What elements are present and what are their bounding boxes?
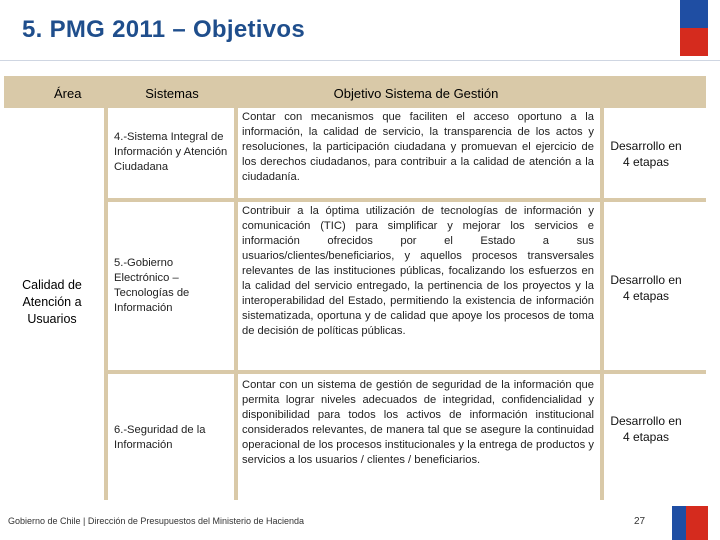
flag-footer-decoration — [672, 506, 708, 540]
table-row-objetivo: Contribuir a la óptima utilización de tecnologías de información y comunicación (TIC) para simplificar y mejorar los servicios e información ofrecidos por el Estado a sus usuarios/clientes/beneficiarios, y aquellos procesos transversales relevantes de las instituciones públicas, focalizando los esfuerzos en la calidad del servicio entregado, la pertinencia de los proyectos y la interoperabilidad del Estado, permitiendo la existencia de información sistematizada, oportuna y de calidad que apoye los procesos de toma de decisión de políticas públicas. — [242, 205, 594, 337]
flag-decoration — [680, 0, 708, 56]
table-row-resultado: Desarrollo en 4 etapas — [610, 139, 682, 169]
page-title: 5. PMG 2011 – Objetivos — [22, 16, 306, 43]
table-row-resultado: Desarrollo en 4 etapas — [610, 414, 682, 444]
page-number: 27 — [634, 516, 646, 527]
column-header-area: Área — [54, 86, 82, 101]
column-header-sistemas: Sistemas — [145, 86, 199, 101]
table-row-objetivo: Contar con un sistema de gestión de seguridad de la información que permita lograr niveles adecuados de integridad, confidencialidad y disponibilidad para todos los activos de información institucional considerados relevantes, de manera tal que se asegure la continuidad operacional de los procesos institucionales y la entrega de productos y servicios a los usuarios / clientes / beneficiarios. — [242, 379, 594, 466]
table-row-objetivo: Contar con mecanismos que faciliten el acceso oportuno a la información, la calidad de servicio, la transparencia de los actos y resoluciones, la participación ciudadana y promuevan el ejercicio de los derechos ciudadanos, para contribuir a la calidad de atención a la ciudadanía. — [242, 111, 594, 183]
table-row-sistema: 5.-Gobierno Electrónico – Tecnologías de Información — [114, 257, 190, 314]
table-row-sistema: 6.-Seguridad de la Información — [114, 424, 206, 451]
area-value: Calidad de Atención a Usuarios — [22, 278, 82, 326]
table-row-sistema: 4.-Sistema Integral de Información y Atención Ciudadana — [114, 131, 228, 173]
table-row-resultado: Desarrollo en 4 etapas — [610, 273, 682, 303]
column-header-objetivo: Objetivo Sistema de Gestión — [333, 86, 499, 101]
title-divider — [0, 60, 720, 61]
footer-text: Gobierno de Chile | Dirección de Presupuestos del Ministerio de Hacienda — [8, 516, 304, 526]
